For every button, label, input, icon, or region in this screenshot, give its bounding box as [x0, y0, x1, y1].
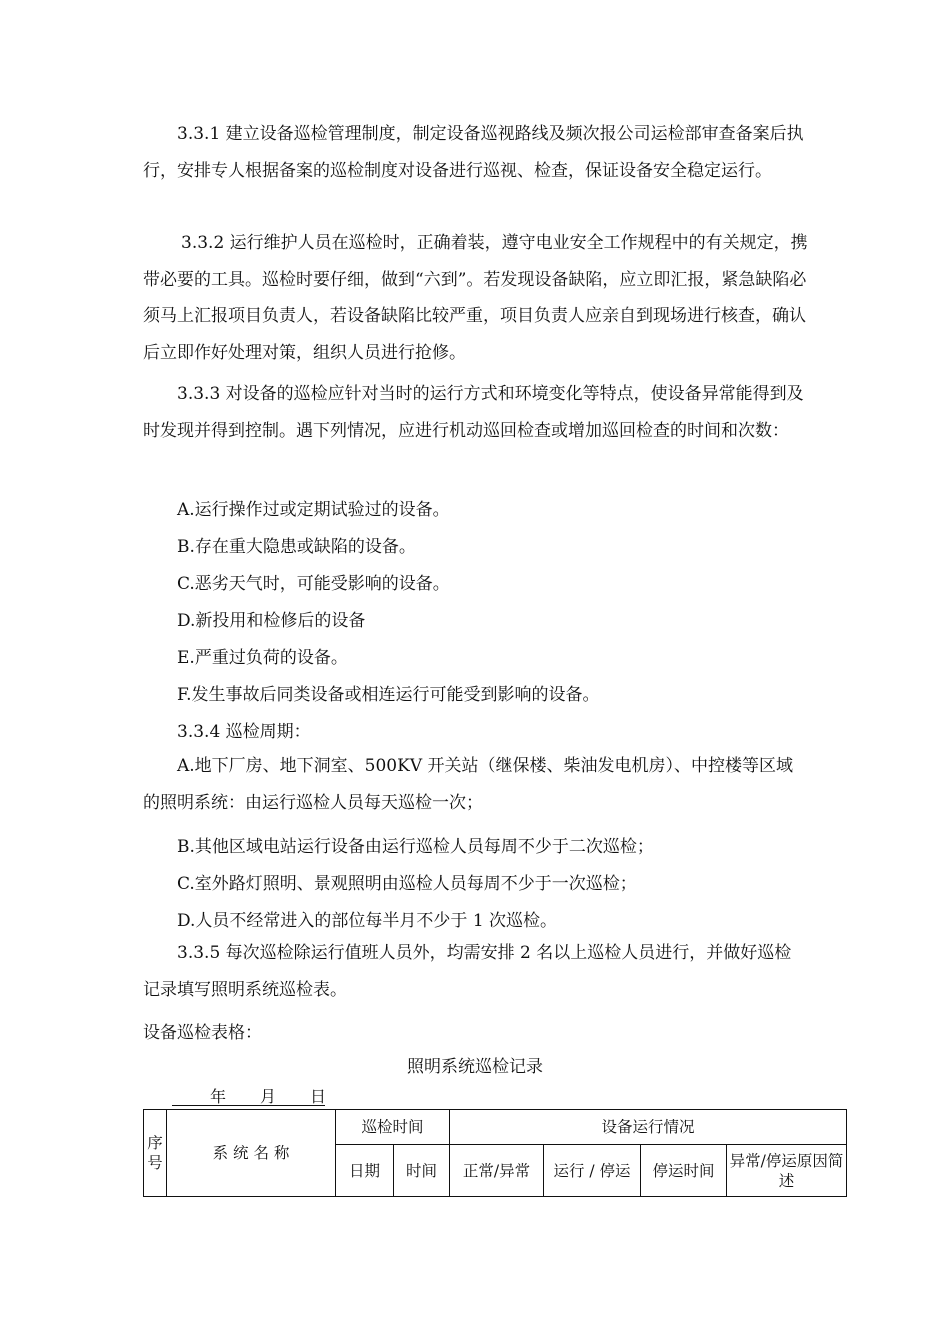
header-run-stop: 运行 / 停运: [544, 1145, 641, 1197]
header-system-name: 系 统 名 称: [167, 1110, 336, 1197]
list-item-d: D.新投用和检修后的设备: [177, 611, 366, 631]
header-normal-abnormal: 正常/异常: [450, 1145, 544, 1197]
header-index: 序号: [144, 1110, 167, 1197]
paragraph-3-3-4: 3.3.4 巡检周期：: [177, 722, 311, 742]
header-equipment-status: 设备运行情况: [450, 1110, 847, 1145]
list-item-b: B.存在重大隐患或缺陷的设备。: [177, 537, 416, 557]
header-stop-time: 停运时间: [641, 1145, 727, 1197]
header-inspect-time: 巡检时间: [336, 1110, 450, 1145]
header-reason: 异常/停运原因简述: [727, 1145, 847, 1197]
cycle-item-a: A.地下厂房、地下洞室、500KV 开关站（继保楼、柴油发电机房）、中控楼等区域的照明系统：由运行巡检人员每天巡检一次；: [143, 756, 794, 813]
inspection-record-table: [143, 1109, 847, 1197]
list-item-c: C.恶劣天气时，可能受影响的设备。: [177, 574, 450, 594]
list-item-a: A.运行操作过或定期试验过的设备。: [177, 500, 450, 520]
list-item-e: E.严重过负荷的设备。: [177, 648, 348, 668]
cycle-item-d: D.人员不经常进入的部位每半月不少于 1 次巡检。: [177, 911, 558, 931]
list-item-f: F.发生事故后同类设备或相连运行可能受到影响的设备。: [177, 685, 600, 705]
date-month: 月: [260, 1087, 277, 1106]
paragraph-3-3-5: 3.3.5 每次巡检除运行值班人员外，均需安排 2 名以上巡检人员进行，并做好巡检记录填写照明系统巡检表。: [143, 943, 792, 1000]
date-year: 年: [210, 1087, 227, 1106]
date-line: [172, 1085, 325, 1106]
paragraph-3-3-3: 3.3.3 对设备的巡检应针对当时的运行方式和环境变化等特点，使设备异常能得到及时发现并得到控制。遇下列情况，应进行机动巡回检查或增加巡回检查的时间和次数：: [143, 384, 804, 441]
paragraph-3-3-1: 3.3.1 建立设备巡检管理制度，制定设备巡视路线及频次报公司运检部审查备案后执行，安排专人根据备案的巡检制度对设备进行巡视、检查，保证设备安全稳定运行。: [143, 124, 804, 181]
header-time: 时间: [394, 1145, 450, 1197]
paragraph-3-3-2: 3.3.2 运行维护人员在巡检时，正确着装，遵守电业安全工作规程中的有关规定，携带必要的工具。巡检时要仔细，做到“六到”。若发现设备缺陷，应立即汇报，紧急缺陷必须马上汇报项目负责人，若设备缺陷比较严重，项目负责人应亲自到现场进行核查，确认后立即作好处理对策，组织人员进行抢修。: [143, 233, 808, 363]
date-day: 日: [310, 1087, 327, 1106]
header-date: 日期: [336, 1145, 394, 1197]
cycle-item-b: B.其他区域电站运行设备由运行巡检人员每周不少于二次巡检；: [177, 837, 654, 857]
record-title: 照明系统巡检记录: [407, 1057, 543, 1077]
form-label: 设备巡检表格：: [143, 1023, 262, 1043]
cycle-item-c: C.室外路灯照明、景观照明由巡检人员每周不少于一次巡检；: [177, 874, 637, 894]
